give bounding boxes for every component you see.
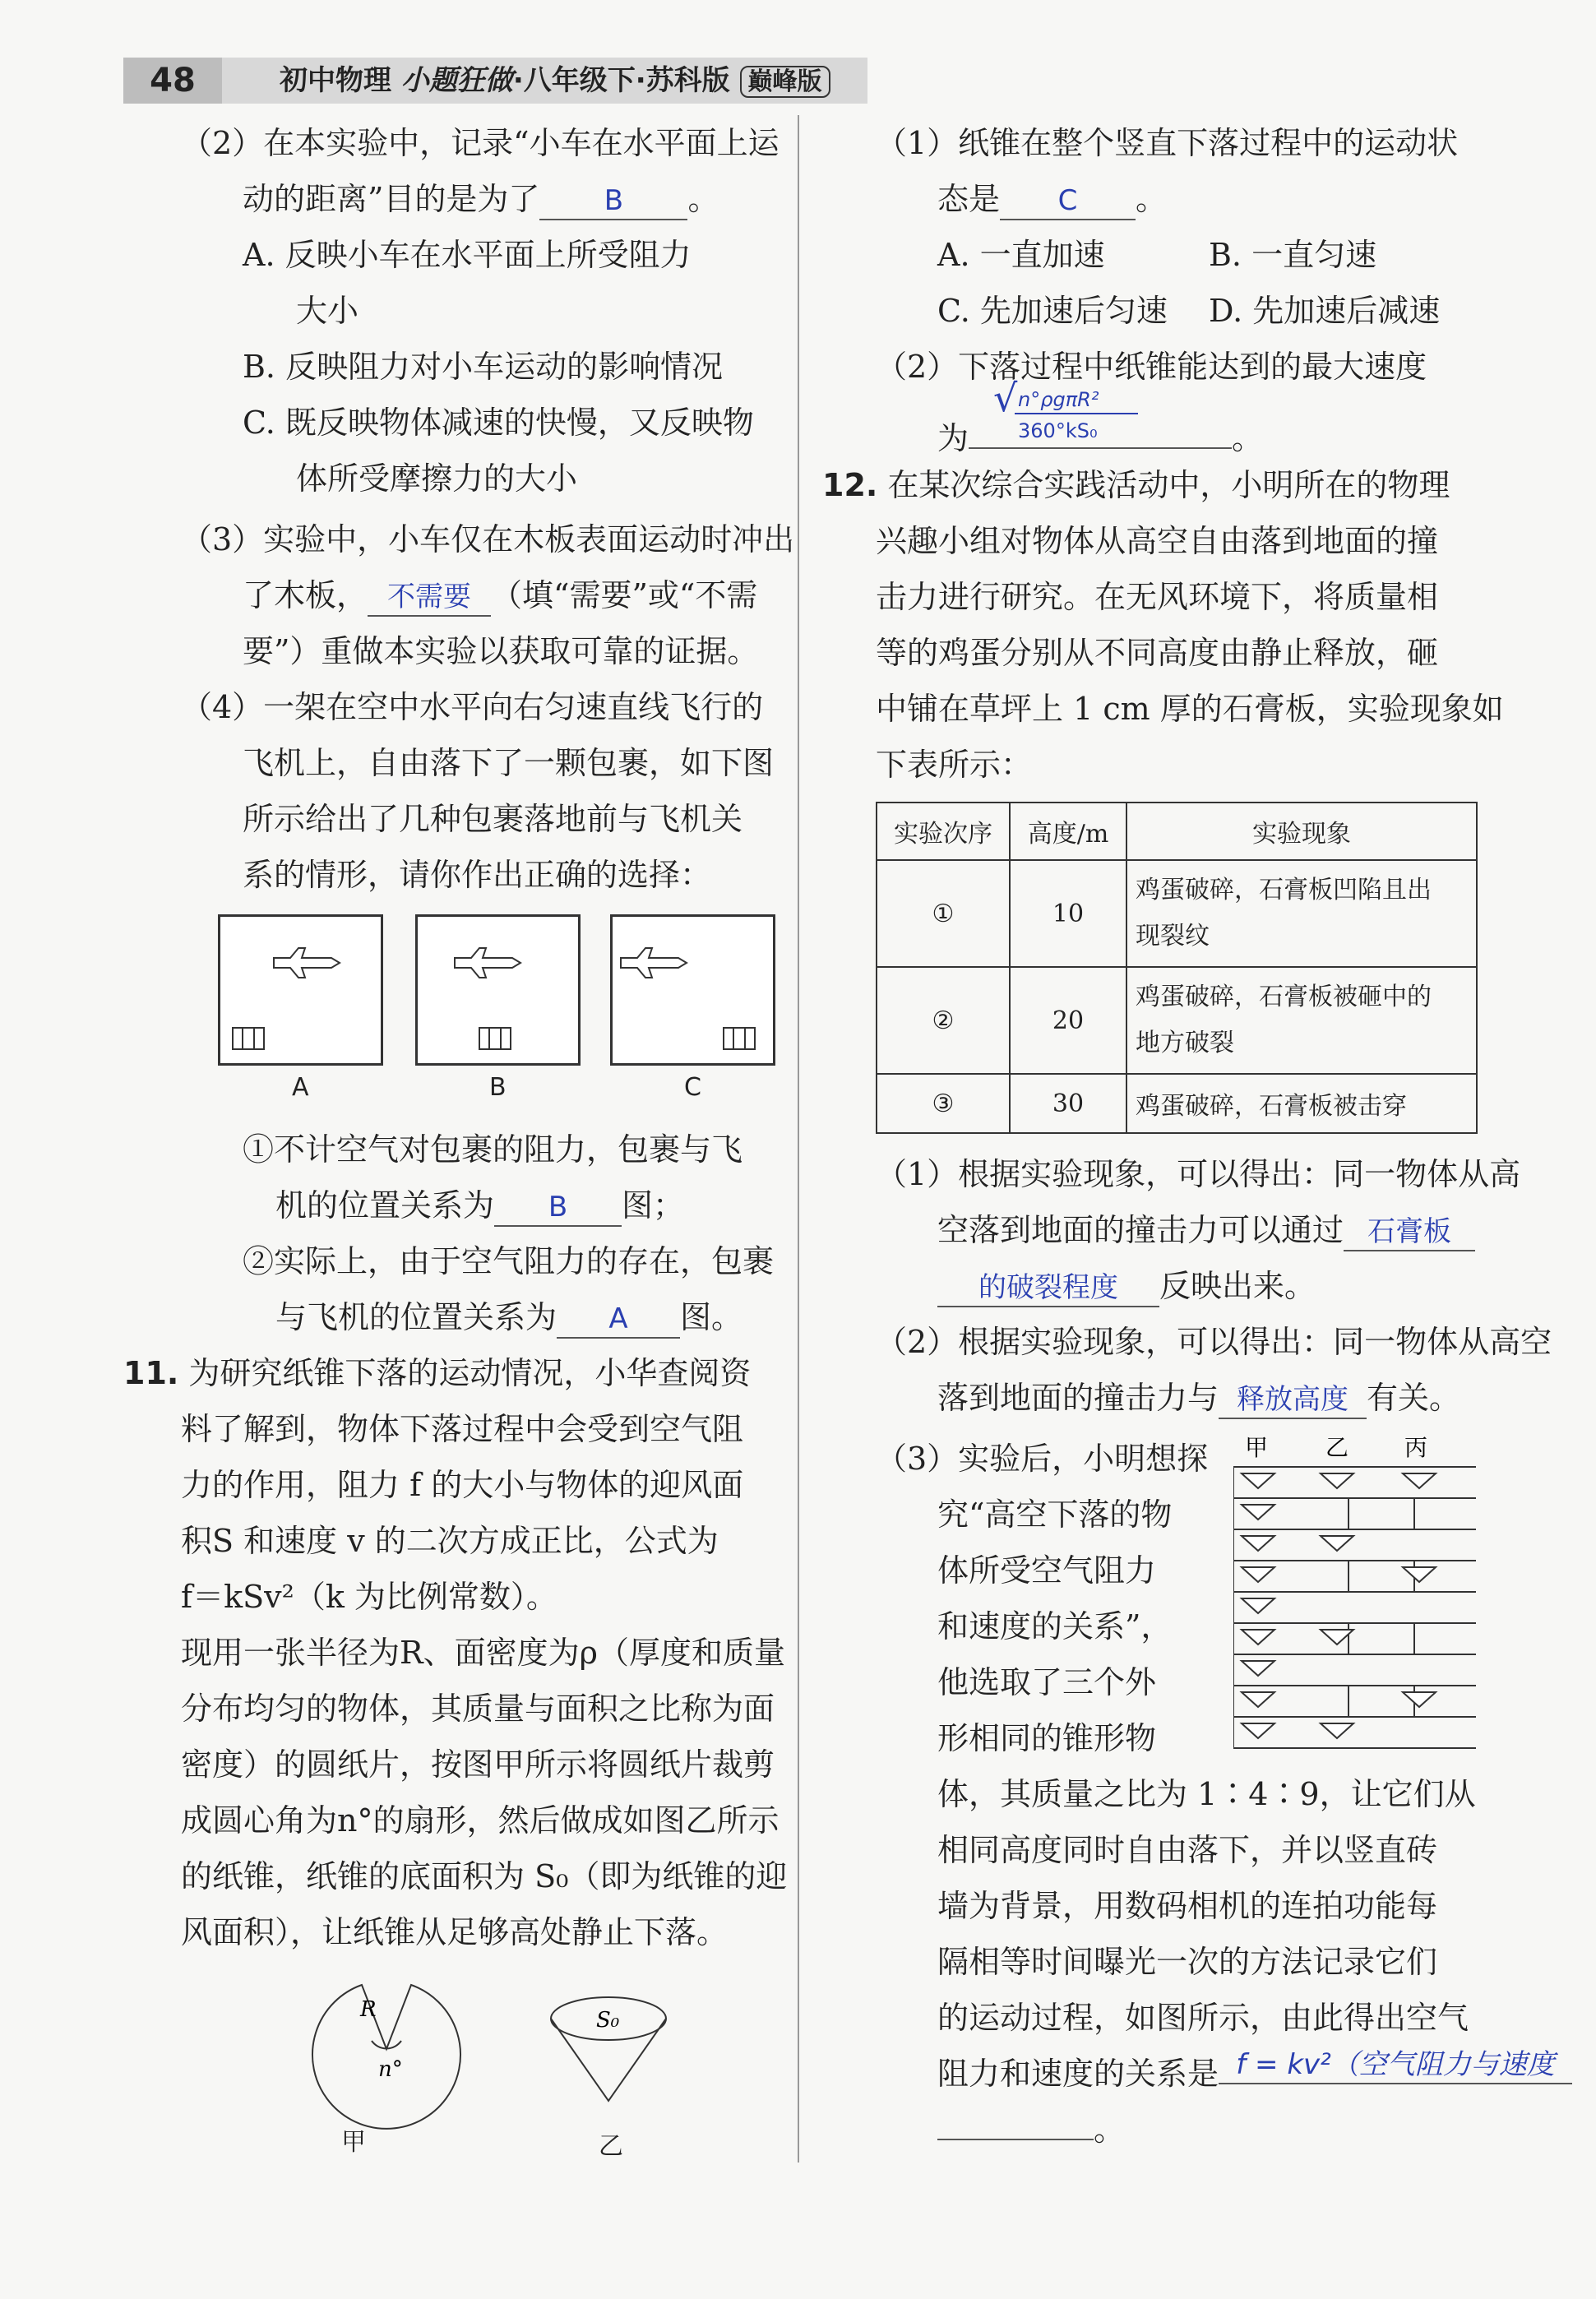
q12-p2-answer: 释放高度: [1219, 1381, 1367, 1419]
figure-c-label: C: [684, 1073, 701, 1102]
q11-line10: 的纸锥，纸锥的底面积为 S₀（即为纸锥的迎: [181, 1858, 788, 1894]
plane-package-figure-a: [220, 917, 381, 1063]
q10-p4-line2: 飞机上，自由落下了一颗包裹，如下图: [243, 745, 775, 781]
fig-r-label: R: [360, 1997, 377, 2022]
brick-wall-figure: [1233, 1431, 1480, 1751]
figure-b-label: B: [489, 1073, 507, 1102]
cone-markers: [1242, 1473, 1436, 1738]
q10-p2-answer: B: [539, 183, 687, 220]
q10-s1-answer: B: [494, 1189, 622, 1227]
q10-p3-line1: （3）实验中，小车仅在木板表面运动时冲出: [181, 521, 795, 557]
q11-line9: 成圆心角为n°的扇形，然后做成如图乙所示: [181, 1802, 779, 1839]
header-badge: 巅峰版: [740, 66, 830, 98]
q12-p3-line6: 形相同的锥形物: [937, 1720, 1157, 1756]
q10-option-b: B. 反映阻力对小车运动的影响情况: [243, 349, 724, 385]
table-header: 实验现象: [1126, 803, 1477, 860]
table-header: 实验次序: [877, 803, 1010, 860]
table-header: 高度/m: [1010, 803, 1126, 860]
q12-p3-line2: 究“高空下落的物: [937, 1496, 1173, 1533]
q11-line3: 力的作用，阻力 f 的大小与物体的迎风面: [181, 1467, 744, 1503]
q11-line4: 积S 和速度 v 的二次方成正比，公式为: [181, 1523, 719, 1559]
q12-p3-line11: 的运动过程，如图所示，由此得出空气: [937, 2000, 1469, 2036]
q12-number: 12.: [822, 467, 878, 503]
q10-option-c-cont: 体所受摩擦力的大小: [296, 460, 578, 497]
q11-option-c: C. 先加速后匀速: [937, 293, 1168, 329]
q12-p2-line1: （2）根据实验现象，可以得出：同一物体从高空: [876, 1324, 1552, 1360]
q12-p3-line13: 。: [937, 2102, 1125, 2158]
q11-p1-line2: 态是 C 。: [937, 171, 1167, 227]
q12-line1: 12. 在某次综合实践活动中，小明所在的物理: [822, 467, 1450, 503]
fig-label-bing: 丙: [1404, 1434, 1428, 1461]
q10-p4-line1: （4）一架在空中水平向右匀速直线飞行的: [181, 689, 764, 725]
fig-n-label: n°: [378, 2057, 403, 2082]
plane-package-figure-b: [418, 917, 578, 1063]
q12-p1-line3: 的破裂程度 反映出来。: [937, 1258, 1316, 1314]
q10-p3-answer: 不需要: [368, 579, 491, 617]
figure-c-box: [610, 914, 775, 1066]
page-number: 48: [123, 58, 222, 104]
q12-p3-line12: 阻力和速度的关系是 f = kv²（空气阻力与速度: [937, 2046, 1572, 2102]
q10-s1-line2: 机的位置关系为 B 图；: [275, 1177, 684, 1233]
plane-package-figure-c: [613, 917, 773, 1063]
q11-line6: 现用一张半径为R、面密度为ρ（厚度和质量: [181, 1635, 785, 1671]
q12-p3-line5: 他选取了三个外: [937, 1664, 1157, 1700]
table-header-row: [877, 803, 1477, 860]
q10-p3-line3: 要”）重做本实验以获取可靠的证据。: [243, 633, 759, 669]
q11-line5: f＝kSv²（k 为比例常数）。: [181, 1579, 557, 1615]
q10-p4-line4: 系的情形，请你作出正确的选择：: [243, 857, 712, 893]
q11-p2-answer: n°ρgπR² 360°kS₀ √: [969, 401, 1232, 449]
q12-p3-answer: f = kv²（空气阻力与速度: [1219, 2047, 1572, 2084]
q11-p2-line1: （2）下落过程中纸锥能达到的最大速度: [876, 349, 1427, 385]
q10-option-c: C. 既反映物体减速的快慢，又反映物: [243, 405, 754, 441]
q10-option-a-cont: 大小: [296, 293, 359, 329]
fig-label-jia: 甲: [1245, 1434, 1269, 1461]
package-icon: [233, 1028, 264, 1049]
q11-option-a: A. 一直加速: [937, 237, 1105, 273]
q10-p3-line2: 了木板， 不需要 （填“需要”或“不需: [243, 567, 757, 623]
q11-line8: 密度）的圆纸片，按图甲所示将圆纸片裁剪: [181, 1746, 775, 1783]
q10-option-a: A. 反映小车在水平面上所受阻力: [243, 237, 692, 273]
q10-p2-line2: 动的距离”目的是为了 B 。: [243, 171, 719, 227]
q12-p1-line2: 空落到地面的撞击力可以通过 石膏板: [937, 1202, 1475, 1258]
header-subject: 初中物理: [280, 64, 391, 97]
header-title: [280, 58, 830, 105]
q11-p2-line2: 为 n°ρgπR² 360°kS₀ √ 。: [937, 376, 1264, 456]
q12-p2-line2: 落到地面的撞击力与 释放高度 有关。: [937, 1370, 1460, 1426]
q12-p1-answer-1: 石膏板: [1344, 1214, 1475, 1251]
column-divider: [798, 115, 799, 2163]
q12-p1-answer-2: 的破裂程度: [937, 1270, 1159, 1307]
q10-p4-line3: 所示给出了几种包裹落地前与飞机关: [243, 801, 743, 837]
table-row: ① 10 鸡蛋破碎，石膏板凹陷且出 现裂纹: [877, 860, 1477, 967]
q11-option-b: B. 一直匀速: [1209, 237, 1377, 273]
header-suffix: ·八年级下·苏科版: [512, 64, 730, 97]
q11-number: 11.: [123, 1355, 179, 1391]
figure-yi-caption: 乙: [599, 2132, 623, 2161]
q11-line1: 11. 为研究纸锥下落的运动情况，小华查阅资: [123, 1355, 752, 1391]
q12-p1-line1: （1）根据实验现象，可以得出：同一物体从高: [876, 1156, 1521, 1192]
package-icon: [724, 1028, 755, 1049]
figure-b-box: [415, 914, 581, 1066]
q10-s2-answer: A: [557, 1301, 680, 1339]
q10-s1-line1: ①不计空气对包裹的阻力，包裹与飞: [243, 1131, 743, 1168]
figure-a-label: A: [292, 1073, 309, 1102]
q12-p3-line3: 体所受空气阻力: [937, 1552, 1157, 1589]
q11-line2: 料了解到，物体下落过程中会受到空气阻: [181, 1411, 744, 1447]
q10-s2-line1: ②实际上，由于空气阻力的存在，包裹: [243, 1243, 775, 1279]
header-brand: 小题狂做: [400, 64, 513, 97]
q12-p3-line8: 相同高度同时自由落下，并以竖直砖: [937, 1832, 1438, 1868]
q11-p1-answer: C: [1000, 183, 1136, 220]
figure-a-box: [218, 914, 383, 1066]
table-row: ③ 30 鸡蛋破碎，石膏板被击穿: [877, 1074, 1477, 1133]
plane-icon: [455, 948, 520, 978]
plane-icon: [274, 948, 340, 978]
fig-s0-label: S₀: [596, 2008, 620, 2033]
q12-line2: 兴趣小组对物体从高空自由落到地面的撞: [876, 523, 1439, 559]
q10-s2-line2: 与飞机的位置关系为 A 图。: [275, 1289, 742, 1345]
q12-p3-line9: 墙为背景，用数码相机的连拍功能每: [937, 1888, 1438, 1924]
q12-p3-line10: 隔相等时间曝光一次的方法记录它们: [937, 1944, 1438, 1980]
table-row: ② 20 鸡蛋破碎，石膏板被砸中的 地方破裂: [877, 967, 1477, 1074]
q12-line6: 下表所示：: [876, 747, 1033, 783]
q11-option-d: D. 先加速后减速: [1209, 293, 1441, 329]
fig-label-yi: 乙: [1325, 1434, 1349, 1461]
q12-line5: 中铺在草坪上 1 cm 厚的石膏板，实验现象如: [876, 691, 1504, 727]
q11-line7: 分布均匀的物体，其质量与面积之比称为面: [181, 1691, 775, 1727]
q12-line3: 击力进行研究。在无风环境下，将质量相: [876, 579, 1439, 615]
experiment-table: [876, 802, 1478, 1134]
q12-p3-line1: （3）实验后，小明想探: [876, 1441, 1209, 1477]
package-icon: [479, 1028, 511, 1049]
q12-p3-line4: 和速度的关系”，: [937, 1608, 1173, 1644]
plane-icon: [621, 948, 687, 978]
q11-p1-line1: （1）纸锥在整个竖直下落过程中的运动状: [876, 125, 1459, 161]
cone-figure-yi: [547, 1994, 687, 2117]
sector-figure-jia: [280, 1973, 493, 2138]
q12-line4: 等的鸡蛋分别从不同高度由静止释放，砸: [876, 635, 1439, 671]
q10-p2-line1: （2）在本实验中，记录“小车在水平面上运: [181, 125, 779, 161]
q12-p3-line7: 体，其质量之比为 1∶4∶9，让它们从: [937, 1776, 1476, 1812]
q11-line11: 风面积），让纸锥从足够高处静止下落。: [181, 1914, 729, 1950]
figure-jia-caption: 甲: [341, 2128, 366, 2157]
